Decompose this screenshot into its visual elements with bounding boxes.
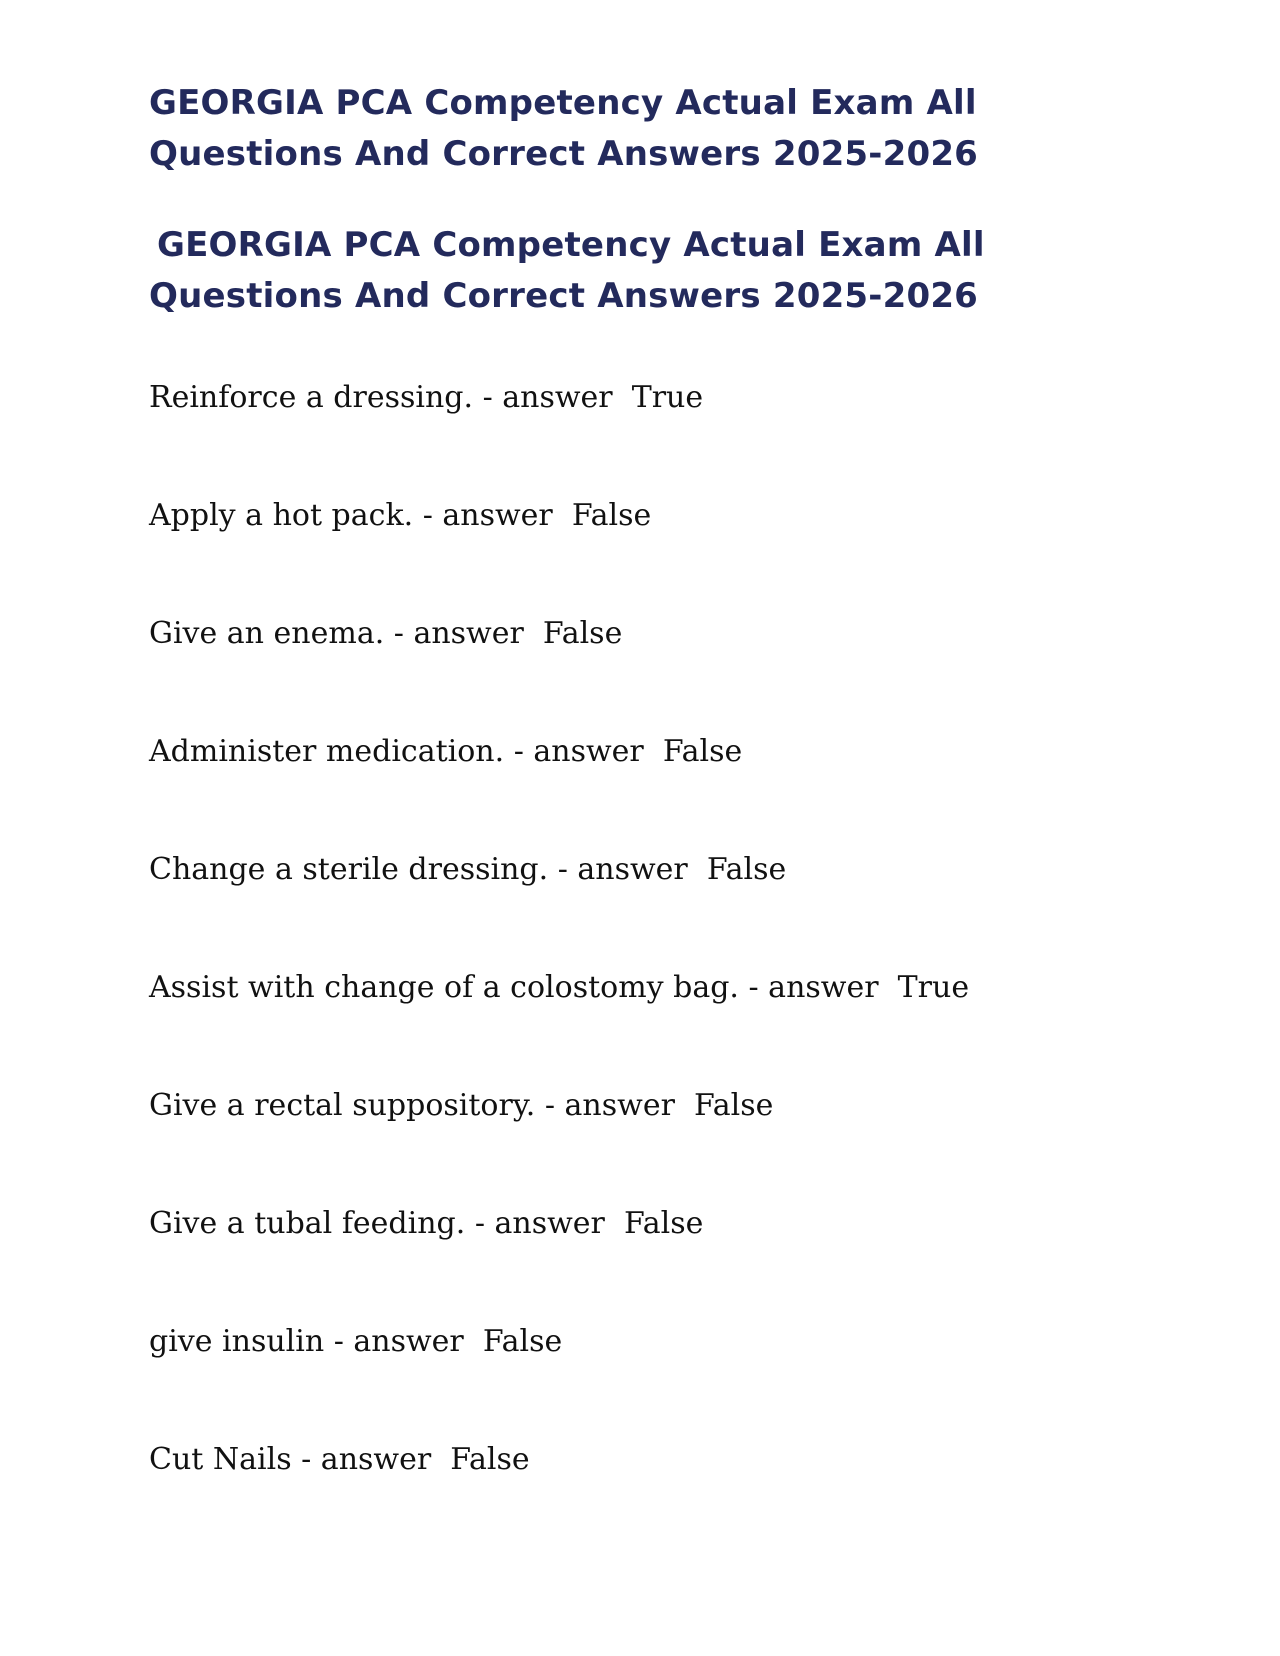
qa-item	[149, 1082, 969, 1200]
qa-item	[149, 492, 969, 610]
answer-text: False	[623, 1206, 704, 1241]
answer-separator: - answer	[291, 1442, 451, 1477]
question-text: give insulin	[149, 1324, 325, 1359]
qa-item	[149, 728, 969, 846]
answer-text: False	[542, 616, 623, 651]
answer-text: False	[706, 852, 787, 887]
answer-text: False	[450, 1442, 530, 1477]
question-text: Assist with change of a colostomy bag.	[149, 970, 739, 1005]
answer-separator: - answer	[465, 1206, 624, 1241]
question-answer-list	[149, 374, 969, 1554]
answer-text: False	[482, 1324, 563, 1359]
answer-separator: - answer	[473, 380, 632, 415]
question-text: Reinforce a dressing.	[149, 380, 474, 415]
answer-separator: - answer	[504, 734, 663, 769]
answer-separator: - answer	[413, 498, 572, 533]
subtitle-line-2: Questions And Correct Answers 2025-2026	[149, 276, 979, 316]
answer-text: True	[631, 380, 704, 415]
qa-item	[149, 1200, 969, 1318]
document-subtitle	[149, 220, 1049, 322]
qa-item	[149, 610, 969, 728]
question-text: Give a rectal suppository.	[149, 1088, 536, 1123]
qa-item	[149, 846, 969, 964]
qa-item	[149, 1436, 969, 1554]
answer-separator: - answer	[535, 1088, 694, 1123]
question-text: Administer medication.	[149, 734, 505, 769]
answer-text: False	[694, 1088, 774, 1123]
qa-item	[149, 964, 969, 1082]
question-text: Change a sterile dressing.	[149, 852, 549, 887]
subtitle-line-1: GEORGIA PCA Competency Actual Exam All	[157, 225, 985, 265]
answer-text: False	[571, 498, 652, 533]
qa-item	[149, 374, 969, 492]
document-title	[149, 78, 1049, 180]
answer-text: True	[897, 970, 970, 1005]
question-text: Give an enema.	[149, 616, 385, 651]
answer-separator: - answer	[738, 970, 898, 1005]
question-text: Apply a hot pack.	[149, 498, 414, 533]
question-text: Cut Nails	[149, 1442, 292, 1477]
answer-text: False	[662, 734, 743, 769]
answer-separator: - answer	[324, 1324, 483, 1359]
title-line-1: GEORGIA PCA Competency Actual Exam All	[149, 83, 977, 123]
question-text: Give a tubal feeding.	[149, 1206, 466, 1241]
answer-separator: - answer	[384, 616, 543, 651]
qa-item	[149, 1318, 969, 1436]
title-line-2: Questions And Correct Answers 2025-2026	[149, 134, 979, 174]
answer-separator: - answer	[548, 852, 707, 887]
